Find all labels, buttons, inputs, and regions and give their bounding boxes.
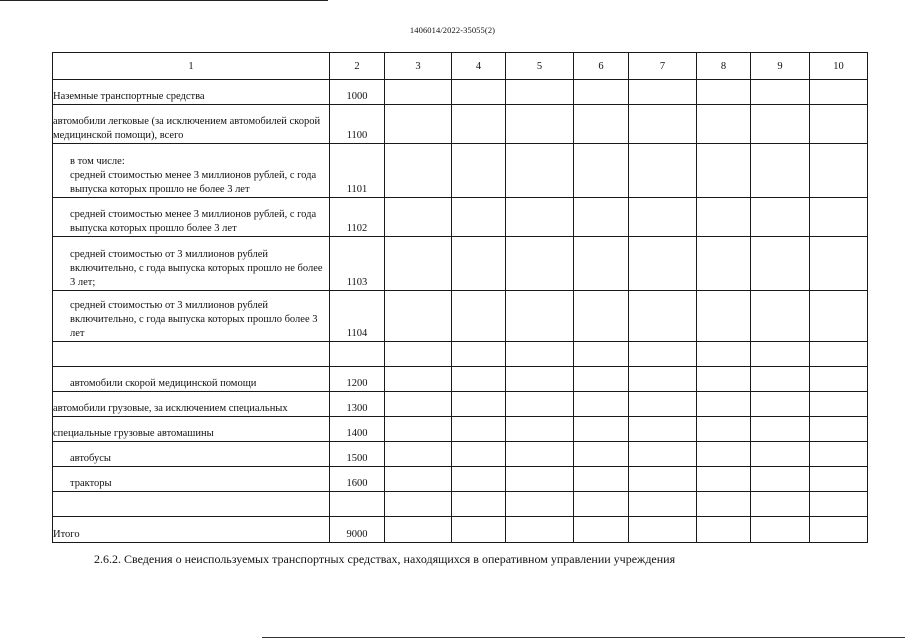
data-cell bbox=[506, 237, 574, 291]
column-header-3: 3 bbox=[385, 53, 452, 80]
data-cell bbox=[385, 237, 452, 291]
row-code: 1104 bbox=[330, 291, 385, 342]
data-cell bbox=[751, 80, 810, 105]
data-cell bbox=[751, 517, 810, 543]
row-code: 1200 bbox=[330, 367, 385, 392]
data-cell bbox=[452, 237, 506, 291]
data-cell bbox=[385, 442, 452, 467]
row-label: Наземные транспортные средства bbox=[53, 80, 330, 105]
data-cell bbox=[629, 392, 697, 417]
data-cell bbox=[751, 198, 810, 237]
data-cell bbox=[385, 392, 452, 417]
data-cell bbox=[810, 467, 868, 492]
data-cell bbox=[629, 198, 697, 237]
data-cell bbox=[574, 342, 629, 367]
data-cell bbox=[751, 237, 810, 291]
data-cell bbox=[385, 417, 452, 442]
column-header-8: 8 bbox=[697, 53, 751, 80]
table-row bbox=[53, 417, 868, 442]
data-cell bbox=[697, 467, 751, 492]
row-code: 1400 bbox=[330, 417, 385, 442]
row-label: Итого bbox=[53, 517, 330, 543]
data-cell bbox=[629, 367, 697, 392]
data-cell bbox=[452, 80, 506, 105]
row-label: средней стоимостью менее 3 миллионов рублей, с года выпуска которых прошло более 3 лет bbox=[53, 198, 330, 237]
data-cell bbox=[697, 417, 751, 442]
row-code: 9000 bbox=[330, 517, 385, 543]
data-cell bbox=[385, 291, 452, 342]
row-label bbox=[53, 492, 330, 517]
data-cell bbox=[810, 417, 868, 442]
data-cell bbox=[385, 80, 452, 105]
data-cell bbox=[385, 492, 452, 517]
table-row bbox=[53, 198, 868, 237]
data-cell bbox=[574, 105, 629, 144]
data-cell bbox=[751, 367, 810, 392]
column-header-1: 1 bbox=[53, 53, 330, 80]
row-code: 1000 bbox=[330, 80, 385, 105]
table-row bbox=[53, 442, 868, 467]
column-header-10: 10 bbox=[810, 53, 868, 80]
row-label: средней стоимостью от 3 миллионов рублей включительно, с года выпуска которых прошло не более 3 лет; bbox=[53, 237, 330, 291]
data-cell bbox=[751, 492, 810, 517]
data-cell bbox=[810, 144, 868, 198]
data-cell bbox=[629, 105, 697, 144]
data-cell bbox=[574, 517, 629, 543]
data-cell bbox=[574, 417, 629, 442]
data-cell bbox=[751, 144, 810, 198]
data-cell bbox=[751, 417, 810, 442]
data-cell bbox=[697, 442, 751, 467]
column-header-2: 2 bbox=[330, 53, 385, 80]
data-cell bbox=[810, 392, 868, 417]
data-cell bbox=[697, 105, 751, 144]
data-cell bbox=[385, 467, 452, 492]
data-cell bbox=[452, 144, 506, 198]
data-cell bbox=[574, 492, 629, 517]
table-row bbox=[53, 392, 868, 417]
data-cell bbox=[385, 144, 452, 198]
data-cell bbox=[385, 198, 452, 237]
data-cell bbox=[452, 392, 506, 417]
table-row bbox=[53, 105, 868, 144]
data-cell bbox=[810, 198, 868, 237]
row-label: автомобили скорой медицинской помощи bbox=[53, 367, 330, 392]
data-cell bbox=[452, 342, 506, 367]
data-cell bbox=[697, 517, 751, 543]
data-cell bbox=[810, 105, 868, 144]
table-row bbox=[53, 492, 868, 517]
data-cell bbox=[751, 291, 810, 342]
row-label: в том числе: средней стоимостью менее 3 миллионов рублей, с года выпуска которых прошло не более 3 лет bbox=[53, 144, 330, 198]
data-cell bbox=[629, 342, 697, 367]
data-cell bbox=[506, 467, 574, 492]
data-cell bbox=[629, 237, 697, 291]
data-cell bbox=[574, 367, 629, 392]
data-cell bbox=[810, 342, 868, 367]
data-cell bbox=[574, 291, 629, 342]
data-cell bbox=[810, 367, 868, 392]
data-cell bbox=[810, 442, 868, 467]
data-cell bbox=[506, 144, 574, 198]
row-code: 1300 bbox=[330, 392, 385, 417]
data-cell bbox=[452, 291, 506, 342]
data-cell bbox=[697, 291, 751, 342]
data-cell bbox=[629, 467, 697, 492]
data-cell bbox=[506, 342, 574, 367]
data-cell bbox=[629, 517, 697, 543]
data-cell bbox=[574, 80, 629, 105]
row-code: 1600 bbox=[330, 467, 385, 492]
table-row-total bbox=[53, 517, 868, 543]
row-label: автомобили грузовые, за исключением специальных bbox=[53, 392, 330, 417]
table-row bbox=[53, 144, 868, 198]
data-cell bbox=[574, 237, 629, 291]
row-code bbox=[330, 342, 385, 367]
data-cell bbox=[810, 291, 868, 342]
data-cell bbox=[506, 442, 574, 467]
data-cell bbox=[697, 342, 751, 367]
data-cell bbox=[506, 417, 574, 442]
data-cell bbox=[506, 517, 574, 543]
row-code: 1103 bbox=[330, 237, 385, 291]
data-cell bbox=[506, 392, 574, 417]
data-cell bbox=[452, 492, 506, 517]
row-label: средней стоимостью от 3 миллионов рублей включительно, с года выпуска которых прошло более 3 лет bbox=[53, 291, 330, 342]
data-cell bbox=[452, 417, 506, 442]
data-cell bbox=[452, 442, 506, 467]
data-cell bbox=[574, 467, 629, 492]
data-cell bbox=[574, 392, 629, 417]
data-cell bbox=[506, 80, 574, 105]
data-cell bbox=[751, 342, 810, 367]
table-row bbox=[53, 291, 868, 342]
column-header-4: 4 bbox=[452, 53, 506, 80]
data-cell bbox=[697, 492, 751, 517]
data-cell bbox=[506, 367, 574, 392]
data-cell bbox=[506, 492, 574, 517]
data-cell bbox=[385, 367, 452, 392]
column-header-7: 7 bbox=[629, 53, 697, 80]
data-cell bbox=[452, 367, 506, 392]
data-cell bbox=[506, 198, 574, 237]
data-cell bbox=[697, 237, 751, 291]
data-cell bbox=[452, 467, 506, 492]
row-label: специальные грузовые автомашины bbox=[53, 417, 330, 442]
column-header-6: 6 bbox=[574, 53, 629, 80]
data-cell bbox=[629, 492, 697, 517]
data-cell bbox=[697, 198, 751, 237]
data-cell bbox=[697, 80, 751, 105]
bottom-rule bbox=[262, 637, 905, 638]
data-cell bbox=[629, 80, 697, 105]
table-row bbox=[53, 237, 868, 291]
data-cell bbox=[629, 417, 697, 442]
data-cell bbox=[574, 442, 629, 467]
data-cell bbox=[751, 392, 810, 417]
column-header-5: 5 bbox=[506, 53, 574, 80]
top-rule bbox=[0, 0, 328, 1]
data-cell bbox=[697, 367, 751, 392]
row-code: 1100 bbox=[330, 105, 385, 144]
transport-table bbox=[52, 52, 868, 543]
table-row bbox=[53, 367, 868, 392]
data-cell bbox=[629, 144, 697, 198]
data-cell bbox=[574, 144, 629, 198]
row-code bbox=[330, 492, 385, 517]
data-cell bbox=[385, 105, 452, 144]
row-label: автобусы bbox=[53, 442, 330, 467]
data-cell bbox=[810, 237, 868, 291]
data-cell bbox=[385, 517, 452, 543]
data-cell bbox=[697, 392, 751, 417]
data-cell bbox=[810, 80, 868, 105]
data-cell bbox=[629, 442, 697, 467]
data-cell bbox=[810, 517, 868, 543]
data-cell bbox=[452, 105, 506, 144]
data-cell bbox=[574, 198, 629, 237]
data-cell bbox=[452, 517, 506, 543]
row-code: 1500 bbox=[330, 442, 385, 467]
column-header-9: 9 bbox=[751, 53, 810, 80]
data-cell bbox=[506, 105, 574, 144]
data-cell bbox=[452, 198, 506, 237]
data-cell bbox=[751, 442, 810, 467]
header-row bbox=[53, 53, 868, 80]
row-label bbox=[53, 342, 330, 367]
data-cell bbox=[385, 342, 452, 367]
row-code: 1102 bbox=[330, 198, 385, 237]
table-row bbox=[53, 80, 868, 105]
data-cell bbox=[697, 144, 751, 198]
data-cell bbox=[751, 467, 810, 492]
data-cell bbox=[506, 291, 574, 342]
data-cell bbox=[810, 492, 868, 517]
row-label: тракторы bbox=[53, 467, 330, 492]
row-label: автомобили легковые (за исключением автомобилей скорой медицинской помощи), всего bbox=[53, 105, 330, 144]
section-caption: 2.6.2. Сведения о неиспользуемых транспортных средствах, находящихся в оперативном управлении учреждения bbox=[94, 552, 676, 566]
row-code: 1101 bbox=[330, 144, 385, 198]
data-cell bbox=[751, 105, 810, 144]
table-row bbox=[53, 467, 868, 492]
table-row bbox=[53, 342, 868, 367]
data-cell bbox=[629, 291, 697, 342]
document-id: 1406014/2022-35055(2) bbox=[409, 25, 496, 35]
